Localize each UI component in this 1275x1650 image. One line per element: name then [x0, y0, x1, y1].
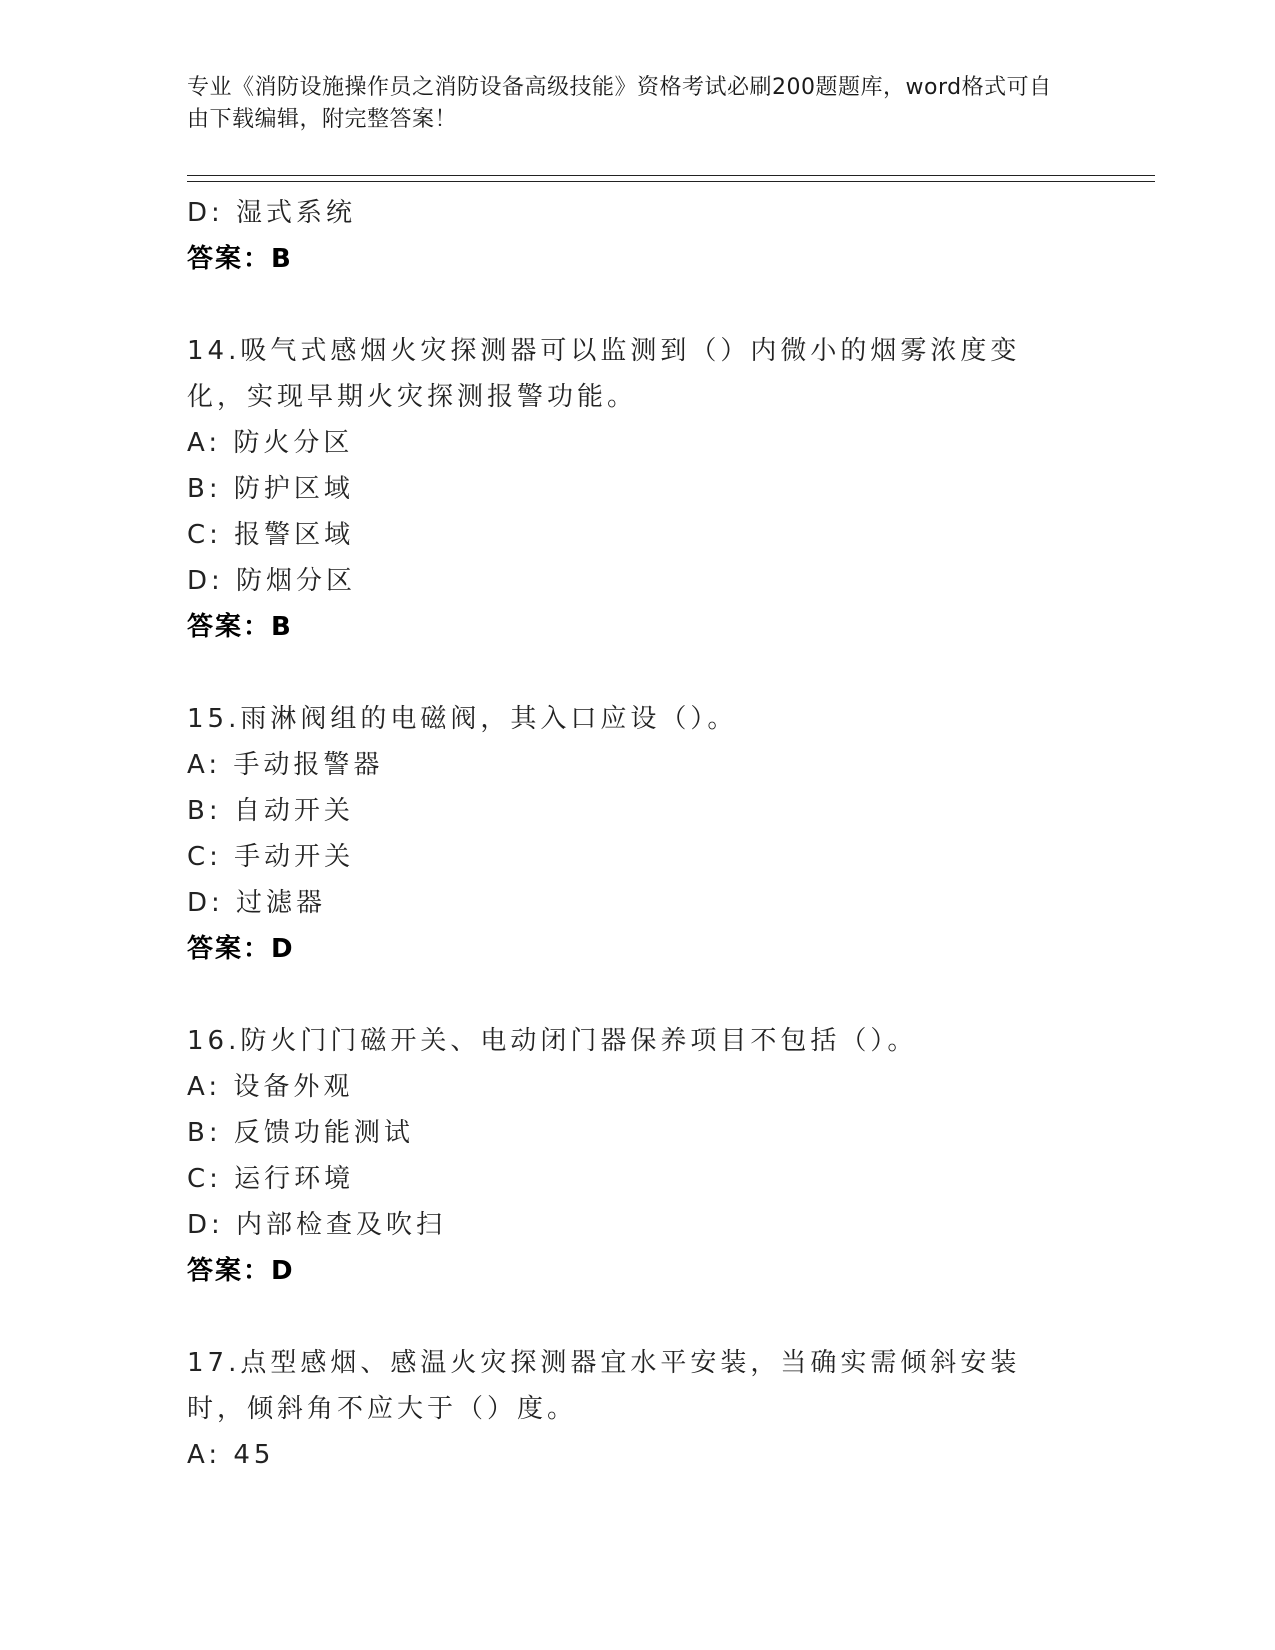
option-d: D: 内部检查及吹扫: [187, 1210, 447, 1240]
option-d: D: 防烟分区: [187, 566, 357, 596]
question-stem-16: 16.防火门门磁开关、电动闭门器保养项目不包括（）。: [187, 1026, 918, 1056]
spacer: [187, 282, 1087, 328]
spacer: [187, 650, 1087, 696]
option-a: A: 防火分区: [187, 428, 354, 458]
option-c: C: 手动开关: [187, 842, 355, 872]
option-a: A: 45: [187, 1440, 275, 1470]
answer-line: 答案：D: [187, 934, 295, 964]
option-a: A: 设备外观: [187, 1072, 354, 1102]
question-stem-14: 14.吸气式感烟火灾探测器可以监测到（）内微小的烟雾浓度变化，实现早期火灾探测报警功能。: [187, 336, 1021, 412]
question-stem-17: 17.点型感烟、感温火灾探测器宜水平安装，当确实需倾斜安装时，倾斜角不应大于（）度。: [187, 1348, 1021, 1424]
spacer: [187, 1294, 1087, 1340]
answer-line: 答案：B: [187, 244, 293, 274]
option-b: B: 防护区域: [187, 474, 354, 504]
answer-line: 答案：D: [187, 1256, 295, 1286]
question-content: [187, 190, 1087, 1478]
question-stem-15: 15.雨淋阀组的电磁阀，其入口应设（）。: [187, 704, 738, 734]
answer-line: 答案：B: [187, 612, 293, 642]
option-b: B: 反馈功能测试: [187, 1118, 414, 1148]
spacer: [187, 972, 1087, 1018]
header-rule-bottom: [187, 181, 1155, 182]
option-b: B: 自动开关: [187, 796, 354, 826]
option-a: A: 手动报警器: [187, 750, 384, 780]
document-header: 专业《消防设施操作员之消防设备高级技能》资格考试必刷200题题库，word格式可自由下载编辑，附完整答案！: [187, 75, 1052, 132]
header-rule-top: [187, 175, 1155, 176]
option-c: C: 报警区域: [187, 520, 355, 550]
option-d: D: 过滤器: [187, 888, 327, 918]
option-c: C: 运行环境: [187, 1164, 355, 1194]
option-d: D: 湿式系统: [187, 198, 357, 228]
